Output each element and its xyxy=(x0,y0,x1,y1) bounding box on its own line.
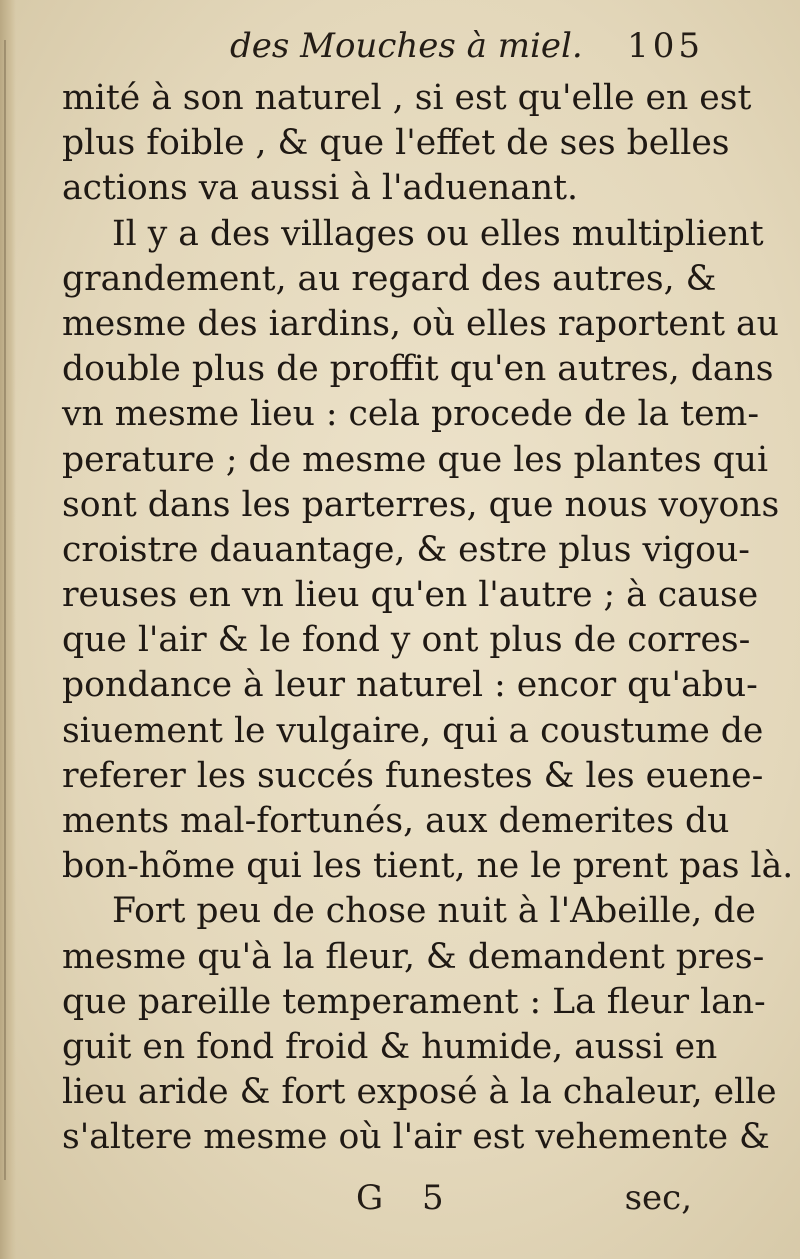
running-title: des Mouches à miel. xyxy=(230,26,583,66)
gutter-line xyxy=(4,40,6,1180)
text-line: croistre dauantage, & estre plus vigou- xyxy=(62,529,750,570)
text-line: grandement, au regard des autres, & xyxy=(62,258,717,299)
text-line: s'altere mesme où l'air est vehemente & xyxy=(62,1117,770,1158)
text-line: vn mesme lieu : cela procede de la tem- xyxy=(62,394,759,435)
text-line: referer les succés funestes & les euene- xyxy=(62,755,764,796)
book-spine-shadow xyxy=(0,0,16,1259)
text-line: guit en fond froid & humide, aussi en xyxy=(62,1026,718,1067)
text-line: que pareille temperament : La fleur lan- xyxy=(62,981,766,1022)
body-text xyxy=(62,76,794,1161)
text-line: mesme des iardins, où elles raportent au xyxy=(62,303,779,344)
text-line: sont dans les parterres, que nous voyons xyxy=(62,484,780,525)
text-line: plus foible , & que l'effet de ses belles xyxy=(62,123,730,164)
text-line: mesme qu'à la fleur, & demandent pres- xyxy=(62,936,765,977)
text-line: double plus de proffit qu'en autres, dans xyxy=(62,349,774,390)
page-footer xyxy=(62,1178,692,1228)
text-line: que l'air & le fond y ont plus de corres- xyxy=(62,620,751,661)
text-line: actions va aussi à l'aduenant. xyxy=(62,168,579,209)
page-number: 105 xyxy=(627,26,704,66)
text-line: siuement le vulgaire, qui a coustume de xyxy=(62,710,764,751)
text-line: pondance à leur naturel : encor qu'abu- xyxy=(62,665,758,706)
text-line: mité à son naturel , si est qu'elle en est xyxy=(62,78,752,118)
text-line: ments mal-fortunés, aux demerites du xyxy=(62,801,730,841)
text-line: Fort peu de chose nuit à l'Abeille, de xyxy=(112,891,756,932)
text-line: lieu aride & fort exposé à la chaleur, elle xyxy=(62,1072,777,1113)
text-line: perature ; de mesme que les plantes qui xyxy=(62,439,769,480)
signature-mark: G 5 xyxy=(356,1178,458,1218)
text-line: Il y a des villages ou elles multiplient xyxy=(112,213,764,254)
page-header xyxy=(230,26,704,76)
text-line: bon-hõme qui les tient, ne le prent pas là. xyxy=(62,846,794,887)
text-line: reuses en vn lieu qu'en l'autre ; à cause xyxy=(62,575,759,616)
catchword: sec, xyxy=(624,1178,692,1218)
